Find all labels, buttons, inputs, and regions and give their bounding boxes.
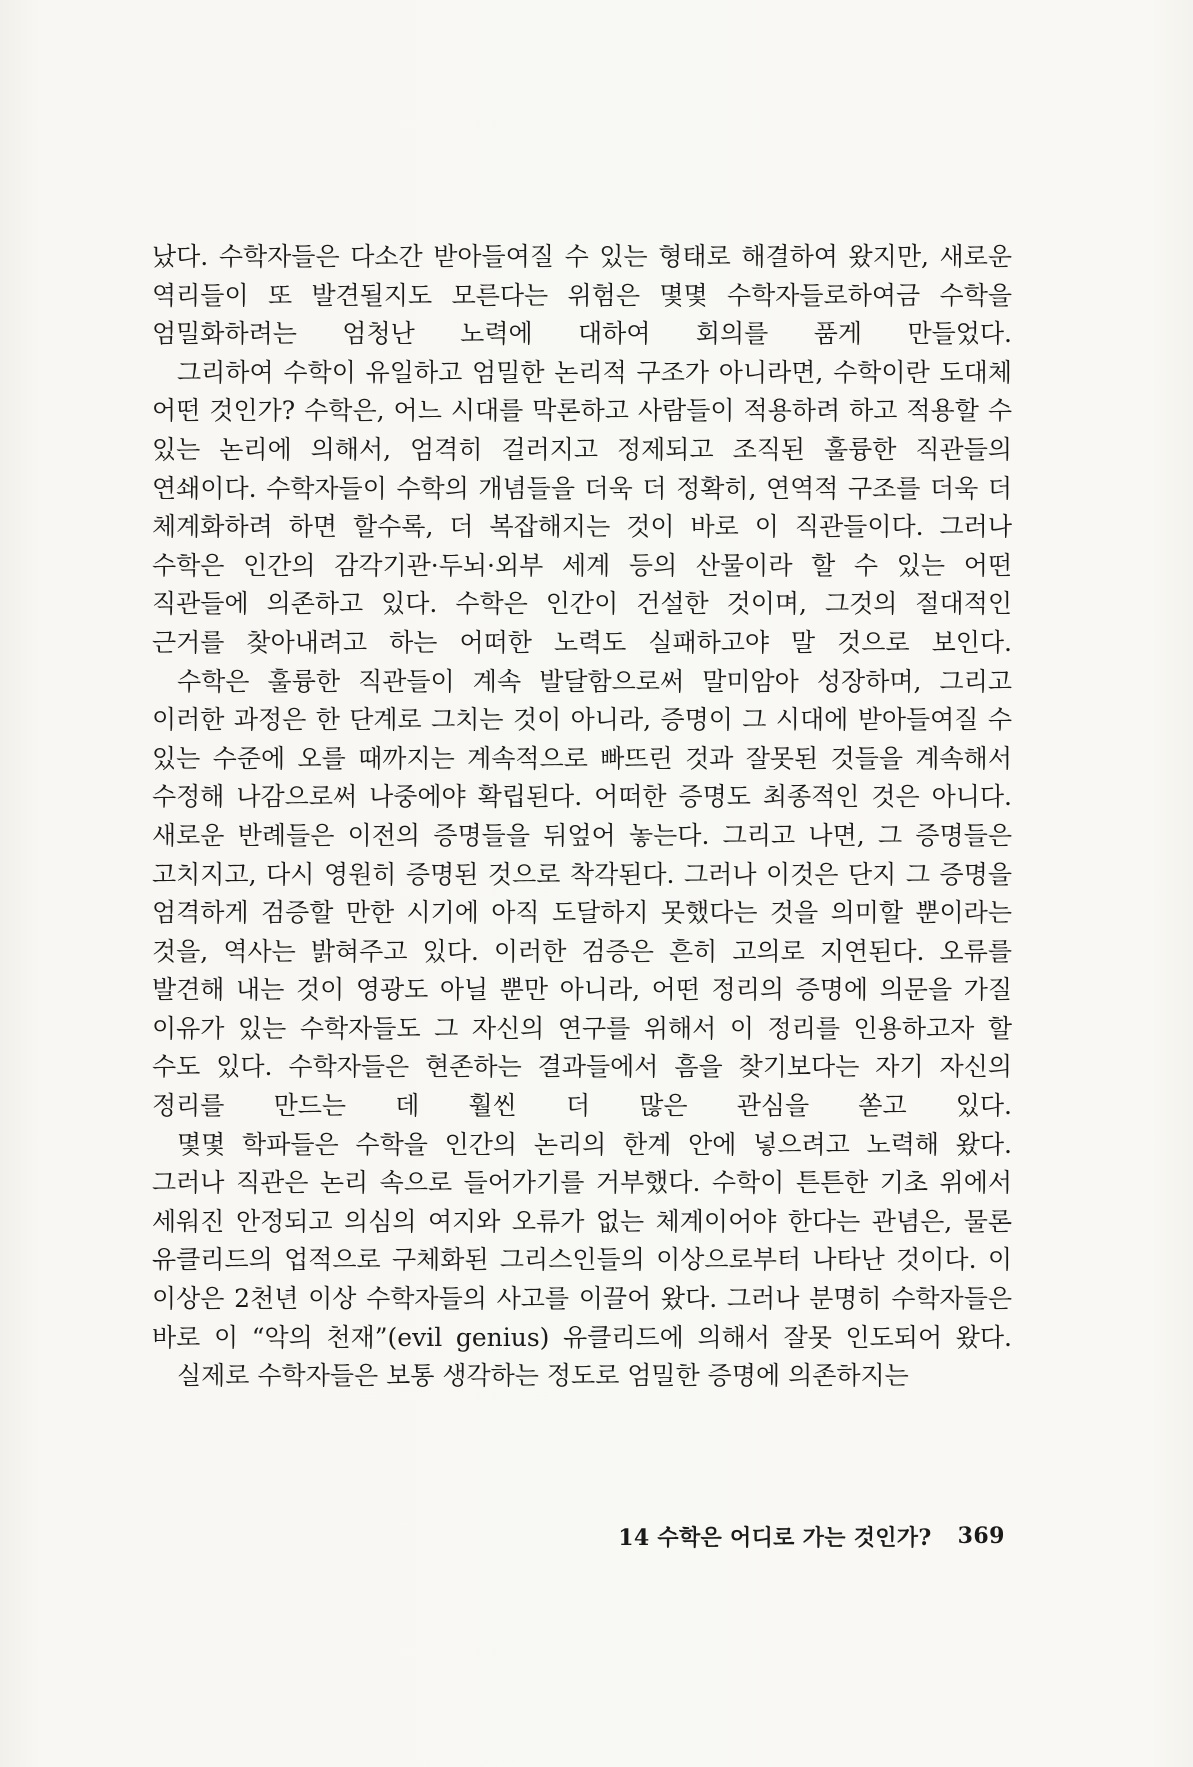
paragraph-5: 실제로 수학자들은 보통 생각하는 정도로 엄밀한 증명에 의존하지는: [177, 1361, 909, 1391]
paragraph-1: 났다. 수학자들은 다소간 받아들여질 수 있는 형태로 해결하여 왔지만, 새로운 역리들이 또 발견될지도 모른다는 위험은 몇몇 수학자들로하여금 수학을 엄밀화하려는 엄청난 노력에 대하여 회의를 품게 만들었다.: [152, 242, 1012, 349]
body-text: [152, 238, 1012, 1396]
paragraph-3: 수학은 훌륭한 직관들이 계속 발달함으로써 말미암아 성장하며, 그리고 이러한 과정은 한 단계로 그치는 것이 아니라, 증명이 그 시대에 받아들여질 수 있는 수준에 오를 때까지는 계속적으로 빠뜨린 것과 잘못된 것들을 계속해서 수정해 나감으로써 나중에야 확립된다. 어떠한 증명도 최종적인 것은 아니다. 새로운 반례들은 이전의 증명들을 뒤엎어 놓는다. 그리고 나면, 그 증명들은 고치지고, 다시 영원히 증명된 것으로 착각된다. 그러나 이것은 단지 그 증명을 엄격하게 검증할 만한 시기에 아직 도달하지 못했다는 것을 의미할 뿐이라는 것을, 역사는 밝혀주고 있다. 이러한 검증은 흔히 고의로 지연된다. 오류를 발견해 내는 것이 영광도 아닐 뿐만 아니라, 어떤 정리의 증명에 의문을 가질 이유가 있는 수학자들도 그 자신의 연구를 위해서 이 정리를 인용하고자 할 수도 있다. 수학자들은 현존하는 결과들에서 흠을 찾기보다는 자기 자신의 정리를 만드는 데 훨씬 더 많은 관심을 쏟고 있다.: [152, 666, 1012, 1121]
page-footer: [585, 1516, 1005, 1556]
paragraph-2: 그리하여 수학이 유일하고 엄밀한 논리적 구조가 아니라면, 수학이란 도대체 어떤 것인가? 수학은, 어느 시대를 막론하고 사람들이 적용하려 하고 적용할 수 있는 논리에 의해서, 엄격히 걸러지고 정제되고 조직된 훌륭한 직관들의 연쇄이다. 수학자들이 수학의 개념들을 더욱 더 정확히, 연역적 구조를 더욱 더 체계화하려 하면 할수록, 더 복잡해지는 것이 바로 이 직관들이다. 그러나 수학은 인간의 감각기관·두뇌·외부 세계 등의 산물이라 할 수 있는 어떤 직관들에 의존하고 있다. 수학은 인간이 건설한 것이며, 그것의 절대적인 근거를 찾아내려고 하는 어떠한 노력도 실패하고야 말 것으로 보인다.: [152, 357, 1012, 657]
page-number: 369: [957, 1523, 1005, 1549]
chapter-title: 14 수학은 어디로 가는 것인가?: [618, 1524, 932, 1551]
paragraph-4: 몇몇 학파들은 수학을 인간의 논리의 한계 안에 넣으려고 노력해 왔다. 그러나 직관은 논리 속으로 들어가기를 거부했다. 수학이 튼튼한 기초 위에서 세워진 안정되고 의심의 여지와 오류가 없는 체계이어야 한다는 관념은, 물론 유클리드의 업적으로 구체화된 그리스인들의 이상으로부터 나타난 것이다. 이 이상은 2천년 이상 수학자들의 사고를 이끌어 왔다. 그러나 분명히 수학자들은 바로 이 “악의 천재”(evil genius) 유클리드에 의해서 잘못 인도되어 왔다.: [152, 1129, 1012, 1352]
